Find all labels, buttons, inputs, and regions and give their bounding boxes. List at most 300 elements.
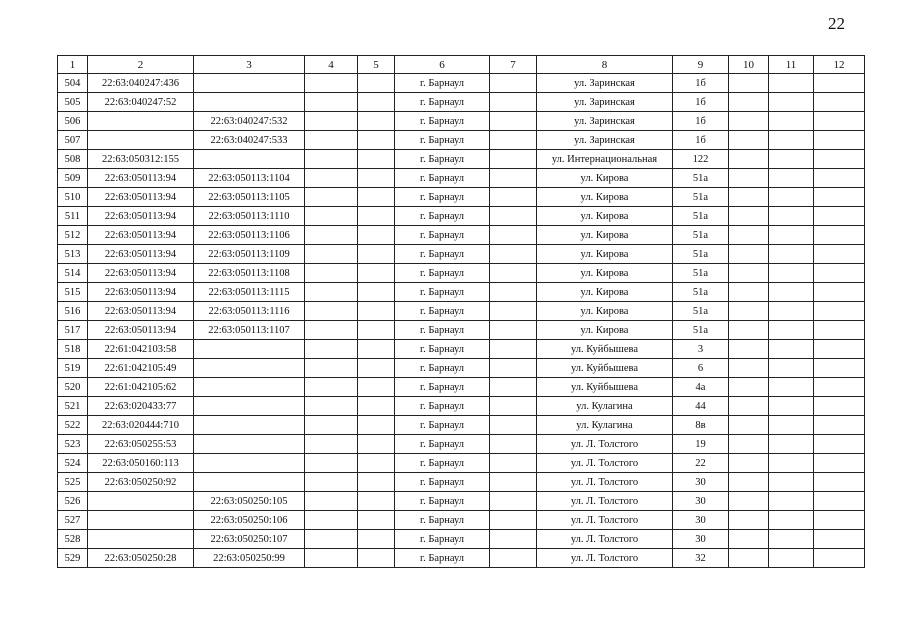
table-cell [814, 549, 865, 568]
table-cell [88, 530, 194, 549]
table-cell: ул. Л. Толстого [537, 549, 673, 568]
table-cell [305, 283, 358, 302]
table-cell: 51а [673, 321, 729, 340]
table-cell [358, 359, 395, 378]
table-cell: г. Барнаул [395, 416, 490, 435]
table-cell: 1б [673, 74, 729, 93]
table-cell [305, 226, 358, 245]
table-cell: 19 [673, 435, 729, 454]
table-cell [358, 245, 395, 264]
table-cell: г. Барнаул [395, 112, 490, 131]
table-cell: 122 [673, 150, 729, 169]
table-cell [729, 207, 769, 226]
table-cell [194, 397, 305, 416]
table-cell: ул. Л. Толстого [537, 530, 673, 549]
table-cell: 8в [673, 416, 729, 435]
column-header: 7 [490, 56, 537, 74]
table-cell [729, 492, 769, 511]
table-cell [490, 416, 537, 435]
table-cell [769, 378, 814, 397]
table-cell: г. Барнаул [395, 397, 490, 416]
table-cell [490, 226, 537, 245]
table-cell [814, 226, 865, 245]
table-cell: г. Барнаул [395, 169, 490, 188]
table-row [58, 435, 865, 454]
table-cell: г. Барнаул [395, 511, 490, 530]
table-cell: 22:63:050113:94 [88, 264, 194, 283]
table-cell: 22:63:050113:94 [88, 302, 194, 321]
table-cell: 51а [673, 245, 729, 264]
table-cell [814, 416, 865, 435]
table-cell: 51а [673, 302, 729, 321]
column-header: 10 [729, 56, 769, 74]
table-cell [358, 378, 395, 397]
table-cell: 513 [58, 245, 88, 264]
table-cell [194, 454, 305, 473]
table-cell: 522 [58, 416, 88, 435]
table-row [58, 283, 865, 302]
table-row [58, 74, 865, 93]
table-cell [305, 454, 358, 473]
table-cell: 22:63:050113:94 [88, 188, 194, 207]
table-cell [729, 340, 769, 359]
table-row [58, 454, 865, 473]
table-cell [305, 150, 358, 169]
table-cell [305, 74, 358, 93]
table-cell [490, 340, 537, 359]
table-cell [729, 112, 769, 131]
header-row [58, 56, 865, 74]
table-cell [729, 264, 769, 283]
table-cell [729, 245, 769, 264]
table-cell: 22:63:040247:52 [88, 93, 194, 112]
table-cell [490, 378, 537, 397]
table-cell: 505 [58, 93, 88, 112]
column-header: 9 [673, 56, 729, 74]
table-cell [358, 321, 395, 340]
table-cell [194, 359, 305, 378]
table-cell [88, 492, 194, 511]
table-cell [814, 359, 865, 378]
table-cell: ул. Куйбышева [537, 378, 673, 397]
table-cell [814, 245, 865, 264]
table-cell [358, 397, 395, 416]
table-cell: 22:63:050113:1115 [194, 283, 305, 302]
table-cell [769, 150, 814, 169]
table-cell [490, 492, 537, 511]
table-cell: ул. Л. Толстого [537, 473, 673, 492]
table-cell [490, 93, 537, 112]
table-cell: 22:63:050160:113 [88, 454, 194, 473]
table-row [58, 359, 865, 378]
table-cell [358, 454, 395, 473]
table-cell [769, 74, 814, 93]
table-cell [729, 188, 769, 207]
table-cell [305, 131, 358, 150]
table-cell: 6 [673, 359, 729, 378]
table-cell [358, 340, 395, 359]
table-cell [305, 112, 358, 131]
table-row [58, 473, 865, 492]
table-cell [814, 188, 865, 207]
table-cell [814, 93, 865, 112]
table-cell: 22:63:050250:92 [88, 473, 194, 492]
table-cell: 22:63:050113:94 [88, 245, 194, 264]
table-cell: 514 [58, 264, 88, 283]
table-cell [769, 207, 814, 226]
table-cell: ул. Кирова [537, 207, 673, 226]
table-cell [305, 245, 358, 264]
table-cell: 22:63:050113:1106 [194, 226, 305, 245]
table-cell [358, 131, 395, 150]
table-row [58, 245, 865, 264]
table-cell: 1б [673, 131, 729, 150]
table-cell [729, 283, 769, 302]
table-cell [490, 112, 537, 131]
table-cell: 22:63:050250:106 [194, 511, 305, 530]
table-cell: 22:63:050250:107 [194, 530, 305, 549]
table-cell [490, 150, 537, 169]
table-cell [194, 378, 305, 397]
table-cell [729, 435, 769, 454]
table-cell [769, 302, 814, 321]
table-cell [769, 549, 814, 568]
table-cell [729, 454, 769, 473]
table-cell [358, 283, 395, 302]
table-cell [769, 435, 814, 454]
table-cell: ул. Заринская [537, 93, 673, 112]
table-cell: ул. Интернациональная [537, 150, 673, 169]
table-cell: г. Барнаул [395, 378, 490, 397]
table-cell [194, 74, 305, 93]
table-cell: 510 [58, 188, 88, 207]
table-cell [814, 435, 865, 454]
table-cell [814, 302, 865, 321]
table-cell: 511 [58, 207, 88, 226]
table-cell [358, 492, 395, 511]
table-cell [305, 530, 358, 549]
table-cell: ул. Кирова [537, 264, 673, 283]
table-cell [814, 454, 865, 473]
table-cell: ул. Кулагина [537, 397, 673, 416]
table-cell: г. Барнаул [395, 549, 490, 568]
table-cell: 22:63:050113:1110 [194, 207, 305, 226]
table-cell [769, 511, 814, 530]
table-cell [814, 169, 865, 188]
table-cell: 22:63:050113:1104 [194, 169, 305, 188]
table-cell: 22:63:050113:1109 [194, 245, 305, 264]
table-cell [305, 378, 358, 397]
table-cell: ул. Кирова [537, 302, 673, 321]
table-cell: 22:63:020433:77 [88, 397, 194, 416]
table-cell: 518 [58, 340, 88, 359]
table-cell [88, 131, 194, 150]
table-cell [358, 549, 395, 568]
table-cell [490, 169, 537, 188]
register-table [57, 55, 865, 568]
table-cell [358, 207, 395, 226]
table-cell: 512 [58, 226, 88, 245]
table-cell: 521 [58, 397, 88, 416]
table-cell [305, 93, 358, 112]
table-cell [490, 549, 537, 568]
table-cell: ул. Заринская [537, 74, 673, 93]
table-cell [769, 93, 814, 112]
table-cell: 527 [58, 511, 88, 530]
table-cell [490, 511, 537, 530]
table-cell [814, 340, 865, 359]
table-cell [490, 321, 537, 340]
table-cell: г. Барнаул [395, 492, 490, 511]
table-cell: 32 [673, 549, 729, 568]
table-cell [194, 416, 305, 435]
table-cell: 22:63:050250:28 [88, 549, 194, 568]
table-cell: ул. Л. Толстого [537, 511, 673, 530]
table-cell [305, 321, 358, 340]
table-cell: 1б [673, 112, 729, 131]
table-cell: ул. Л. Толстого [537, 435, 673, 454]
table-cell [769, 359, 814, 378]
table-cell [194, 473, 305, 492]
table-cell: г. Барнаул [395, 245, 490, 264]
table-cell: 30 [673, 492, 729, 511]
table-cell: 22:63:050250:105 [194, 492, 305, 511]
table-cell: г. Барнаул [395, 435, 490, 454]
table-cell: г. Барнаул [395, 530, 490, 549]
table-cell: 523 [58, 435, 88, 454]
table-cell [305, 397, 358, 416]
table-body [58, 74, 865, 568]
table-cell: 22:63:050113:94 [88, 321, 194, 340]
table-cell [305, 169, 358, 188]
table-cell: г. Барнаул [395, 207, 490, 226]
table-cell [769, 397, 814, 416]
table-cell [729, 150, 769, 169]
table-cell [490, 207, 537, 226]
table-cell: 22:63:020444:710 [88, 416, 194, 435]
column-header: 12 [814, 56, 865, 74]
table-cell [729, 378, 769, 397]
table-cell [769, 188, 814, 207]
table-header [58, 56, 865, 74]
table-cell [814, 378, 865, 397]
table-cell: 30 [673, 530, 729, 549]
table-cell: г. Барнаул [395, 321, 490, 340]
table-cell: 22:63:040247:436 [88, 74, 194, 93]
table-cell [358, 112, 395, 131]
table-row [58, 416, 865, 435]
table-cell: ул. Кирова [537, 321, 673, 340]
table-cell: г. Барнаул [395, 454, 490, 473]
table-cell [305, 549, 358, 568]
table-cell: г. Барнаул [395, 93, 490, 112]
table-cell: г. Барнаул [395, 473, 490, 492]
table-cell: 22:63:050255:53 [88, 435, 194, 454]
table-cell [358, 93, 395, 112]
table-cell [769, 131, 814, 150]
table-cell: 1б [673, 93, 729, 112]
table-cell: 508 [58, 150, 88, 169]
table-cell [490, 188, 537, 207]
table-cell [729, 93, 769, 112]
table-cell [814, 283, 865, 302]
table-cell: 504 [58, 74, 88, 93]
table-row [58, 131, 865, 150]
table-cell [769, 226, 814, 245]
table-cell: 22:63:050113:94 [88, 283, 194, 302]
table-row [58, 530, 865, 549]
table-cell [814, 112, 865, 131]
table-cell: 22:61:042103:58 [88, 340, 194, 359]
table-cell: ул. Кирова [537, 245, 673, 264]
table-cell: 51а [673, 283, 729, 302]
column-header: 5 [358, 56, 395, 74]
table-cell: 22:63:050312:155 [88, 150, 194, 169]
table-cell [729, 226, 769, 245]
table-cell [490, 530, 537, 549]
table-cell: ул. Л. Толстого [537, 454, 673, 473]
table-cell: ул. Кулагина [537, 416, 673, 435]
table-cell [358, 435, 395, 454]
table-cell: 51а [673, 207, 729, 226]
table-cell: 506 [58, 112, 88, 131]
table-cell [305, 359, 358, 378]
table-cell: 517 [58, 321, 88, 340]
table-cell [814, 492, 865, 511]
table-cell: 528 [58, 530, 88, 549]
table-row [58, 169, 865, 188]
table-cell: 22:63:040247:532 [194, 112, 305, 131]
table-cell [490, 435, 537, 454]
table-cell [769, 530, 814, 549]
table-cell [729, 359, 769, 378]
table-cell [305, 340, 358, 359]
table-row [58, 378, 865, 397]
table-cell: г. Барнаул [395, 74, 490, 93]
table-cell [490, 264, 537, 283]
table-cell [490, 131, 537, 150]
table-cell [88, 112, 194, 131]
table-cell [358, 188, 395, 207]
table-cell: 529 [58, 549, 88, 568]
table-cell: 22:63:050113:1116 [194, 302, 305, 321]
table-cell: 507 [58, 131, 88, 150]
table-row [58, 207, 865, 226]
table-row [58, 264, 865, 283]
table-cell: 30 [673, 473, 729, 492]
table-cell [490, 283, 537, 302]
table-cell: ул. Кирова [537, 226, 673, 245]
table-cell: ул. Кирова [537, 169, 673, 188]
table-cell: ул. Кирова [537, 188, 673, 207]
table-cell [358, 74, 395, 93]
table-cell: 51а [673, 188, 729, 207]
table-cell [490, 359, 537, 378]
column-header: 6 [395, 56, 490, 74]
table-cell [769, 321, 814, 340]
table-cell: г. Барнаул [395, 264, 490, 283]
table-cell [769, 283, 814, 302]
table-cell [814, 264, 865, 283]
table-cell [729, 74, 769, 93]
table-cell: 51а [673, 169, 729, 188]
table-cell [194, 93, 305, 112]
table-cell: 525 [58, 473, 88, 492]
table-cell [490, 74, 537, 93]
table-cell: 44 [673, 397, 729, 416]
table-cell [769, 340, 814, 359]
table-cell [814, 207, 865, 226]
table-cell: 22 [673, 454, 729, 473]
table-cell: г. Барнаул [395, 283, 490, 302]
table-cell: 30 [673, 511, 729, 530]
column-header: 8 [537, 56, 673, 74]
table-cell [194, 435, 305, 454]
table-cell [814, 150, 865, 169]
table-cell [814, 74, 865, 93]
table-cell [490, 302, 537, 321]
table-cell [305, 207, 358, 226]
table-cell [305, 416, 358, 435]
table-cell: ул. Заринская [537, 131, 673, 150]
table-cell: ул. Л. Толстого [537, 492, 673, 511]
table-cell [358, 150, 395, 169]
table-cell [490, 245, 537, 264]
table-cell [769, 473, 814, 492]
table-cell [729, 511, 769, 530]
table-cell [814, 397, 865, 416]
table-cell [358, 226, 395, 245]
table-cell [729, 302, 769, 321]
column-header: 2 [88, 56, 194, 74]
table-cell: 22:61:042105:62 [88, 378, 194, 397]
table-cell [729, 530, 769, 549]
table-row [58, 188, 865, 207]
table-cell [490, 454, 537, 473]
table-row [58, 150, 865, 169]
table-cell: 51а [673, 226, 729, 245]
table-cell [729, 416, 769, 435]
table-cell [769, 454, 814, 473]
table-cell: г. Барнаул [395, 150, 490, 169]
table-row [58, 226, 865, 245]
table-cell: 4а [673, 378, 729, 397]
table-cell [305, 264, 358, 283]
table-cell [729, 131, 769, 150]
table-cell [358, 264, 395, 283]
table-cell [305, 511, 358, 530]
table-cell [814, 321, 865, 340]
table-cell: 51а [673, 264, 729, 283]
table-cell [358, 169, 395, 188]
table-cell [769, 416, 814, 435]
table-cell: 509 [58, 169, 88, 188]
table-cell [729, 169, 769, 188]
table-cell [88, 511, 194, 530]
table-cell [769, 112, 814, 131]
table-cell: ул. Кирова [537, 283, 673, 302]
table-cell [814, 131, 865, 150]
table-cell [305, 188, 358, 207]
table-cell [729, 549, 769, 568]
table-cell: ул. Куйбышева [537, 340, 673, 359]
table-cell: ул. Заринская [537, 112, 673, 131]
table-row [58, 492, 865, 511]
table-cell: 22:63:050113:1107 [194, 321, 305, 340]
page-number: 22 [828, 14, 845, 33]
table-cell [305, 492, 358, 511]
table-cell [194, 150, 305, 169]
